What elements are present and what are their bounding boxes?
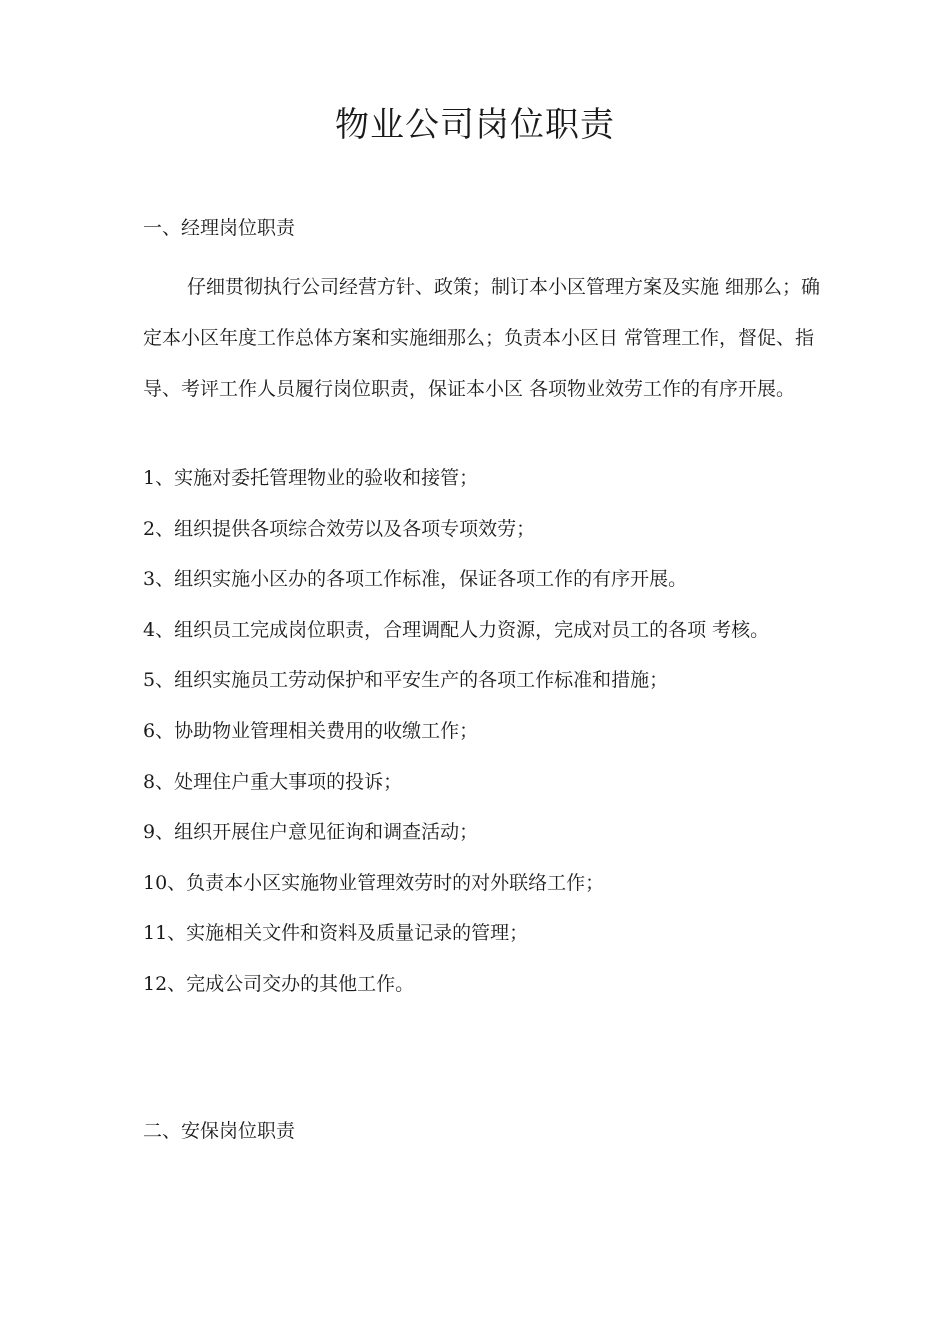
section-heading-manager: 一、经理岗位职责	[143, 217, 296, 239]
document-title: 物业公司岗位职责	[335, 105, 615, 145]
section-intro-manager: 仔细贯彻执行公司经营方针、政策；制订本小区管理方案及实施 细那么；确定本小区年度工作总体方案和实施细那么；负责本小区日 常管理工作，督促、指导、考评工作人员履行岗位职责，保证本小区 各项物业效劳工作的有序开展。	[143, 276, 821, 400]
duty-item: 1、实施对委托管理物业的验收和接管；	[143, 467, 479, 489]
duty-item: 11、实施相关文件和资料及质量记录的管理；	[143, 922, 529, 945]
duty-item: 10、负责本小区实施物业管理效劳时的对外联络工作；	[143, 871, 605, 894]
duty-item: 12、完成公司交办的其他工作。	[143, 972, 415, 995]
duty-item: 4、组织员工完成岗位职责，合理调配人力资源，完成对员工的各项 考核。	[143, 618, 770, 641]
duty-item: 6、协助物业管理相关费用的收缴工作；	[143, 719, 479, 742]
duty-item: 8、处理住户重大事项的投诉；	[143, 770, 403, 793]
duty-list-manager	[143, 463, 833, 1020]
duty-item: 5、组织实施员工劳动保护和平安生产的各项工作标准和措施；	[143, 669, 669, 692]
section-heading-security: 二、安保岗位职责	[143, 1120, 296, 1142]
duty-item: 3、组织实施小区办的各项工作标准，保证各项工作的有序开展。	[143, 568, 688, 591]
duty-item: 9、组织开展住户意见征询和调查活动；	[143, 821, 479, 844]
duty-item: 2、组织提供各项综合效劳以及各项专项效劳；	[143, 517, 536, 540]
